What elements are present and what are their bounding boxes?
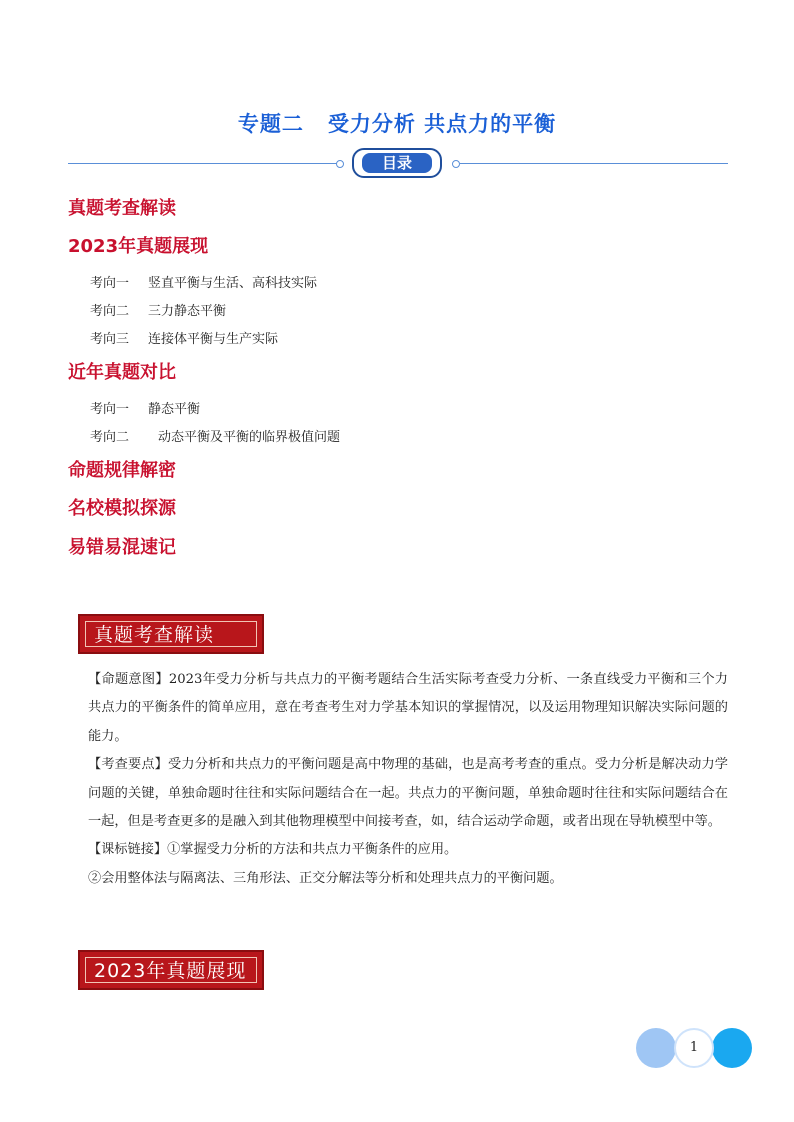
toc-sub-text: 竖直平衡与生活、高科技实际 xyxy=(148,276,318,291)
paragraph-intent: 【命题意图】2023年受力分析与共点力的平衡考题结合生活实际考查受力分析、一条直线受力平衡和三个力共点力的平衡条件的简单应用，意在考查考生对力学基本知识的掌握情况，以及运用物理知识解决实际问题的能力。 xyxy=(88,672,728,744)
toc-sub-text: 三力静态平衡 xyxy=(148,304,227,319)
toc-sub-item[interactable] xyxy=(90,426,340,445)
page-number: 1 xyxy=(674,1028,714,1068)
page-number-badge xyxy=(636,1028,752,1068)
toc-divider-dot-left xyxy=(336,160,344,168)
toc-sub-item[interactable] xyxy=(90,272,317,291)
document-title xyxy=(0,108,794,138)
toc-badge xyxy=(352,148,442,178)
toc-divider-dot-right xyxy=(452,160,460,168)
section-banner-1-label: 真题考查解读 xyxy=(85,621,257,647)
toc-sub-item[interactable] xyxy=(90,300,226,319)
page-circle-right xyxy=(712,1028,752,1068)
paragraph-curriculum-2: ②会用整体法与隔离法、三角形法、正交分解法等分析和处理共点力的平衡问题。 xyxy=(88,870,563,886)
toc-sub-label: 考向一 xyxy=(90,276,130,291)
toc-section-6[interactable]: 易错易混速记 xyxy=(68,537,176,558)
title-part2: 受力分析 共点力的平衡 xyxy=(327,112,557,136)
toc-sub-item[interactable] xyxy=(90,328,278,347)
toc-sub-text: 连接体平衡与生产实际 xyxy=(148,332,279,347)
paragraph-key-points: 【考查要点】受力分析和共点力的平衡问题是高中物理的基础，也是高考考查的重点。受力分析是解决动力学问题的关键，单独命题时往往和实际问题结合在一起。共点力的平衡问题，单独命题时往往和实际问题结合在一起，但是考查更多的是融入到其他物理模型中间接考查，如，结合运动学命题，或者出现在导轨模型中等。 xyxy=(88,757,728,830)
toc-sub-text: 静态平衡 xyxy=(148,402,201,417)
paragraph-curriculum: 【课标链接】①掌握受力分析的方法和共点力平衡条件的应用。 xyxy=(88,842,458,858)
toc-section-2[interactable]: 2023年真题展现 xyxy=(68,236,209,257)
section-banner-2 xyxy=(78,950,264,990)
section-1-body xyxy=(88,666,728,893)
toc-sub-label: 考向一 xyxy=(90,402,130,417)
title-part1: 专题二 xyxy=(237,112,304,136)
toc-divider-right xyxy=(460,163,728,164)
toc-sub-label: 考向二 xyxy=(90,430,130,445)
toc-section-3[interactable]: 近年真题对比 xyxy=(68,362,176,383)
toc-section-1[interactable]: 真题考查解读 xyxy=(68,198,176,219)
section-banner-1 xyxy=(78,614,264,654)
section-banner-2-label: 2023年真题展现 xyxy=(85,957,257,983)
toc-sub-label: 考向三 xyxy=(90,332,130,347)
toc-sub-item[interactable] xyxy=(90,398,200,417)
toc-label: 目录 xyxy=(362,153,432,173)
toc-sub-text: 动态平衡及平衡的临界极值问题 xyxy=(158,430,341,445)
toc-sub-label: 考向二 xyxy=(90,304,130,319)
page-circle-left xyxy=(636,1028,676,1068)
toc-divider-left xyxy=(68,163,338,164)
toc-section-5[interactable]: 名校模拟探源 xyxy=(68,498,176,519)
toc-section-4[interactable]: 命题规律解密 xyxy=(68,460,176,481)
